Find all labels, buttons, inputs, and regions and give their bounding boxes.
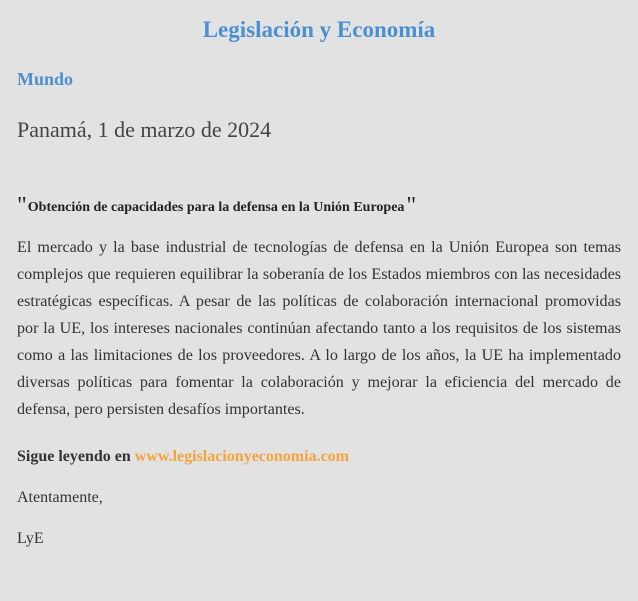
section-label: Mundo [17,69,74,89]
website-link[interactable]: www.legislacionyeconomia.com [134,448,349,465]
dateline: Panamá, 1 de marzo de 2024 [17,117,272,142]
newsletter-title: Legislación y Economía [202,17,436,42]
signature: LyE [17,530,44,547]
keep-reading-line [17,445,621,469]
headline-text: Obtención de capacidades para la defensa en la Unión Europea [27,200,405,215]
article-headline [17,194,621,220]
keep-reading-label: Sigue leyendo en [17,448,135,465]
article-body: El mercado y la base industrial de tecnologías de defensa en la Unión Europea son temas complejos que requieren equilibrar la soberanía de los Estados miembros con las necesidades estratégicas específicas. A pesar de las políticas de colaboración internacional promovidas por la UE, los intereses nacionales continúan afectando tanto a los requisitos de los sistemas como a las limitaciones de los proveedores. A lo largo de los años, la UE ha implementado diversas políticas para fomentar la colaboración y mejorar la eficiencia del mercado de defensa, pero persisten desafíos importantes. [17,239,621,418]
close-quote-mark: " [406,193,417,219]
closing-salutation: Atentamente, [17,489,103,506]
open-quote-mark: " [17,193,27,219]
